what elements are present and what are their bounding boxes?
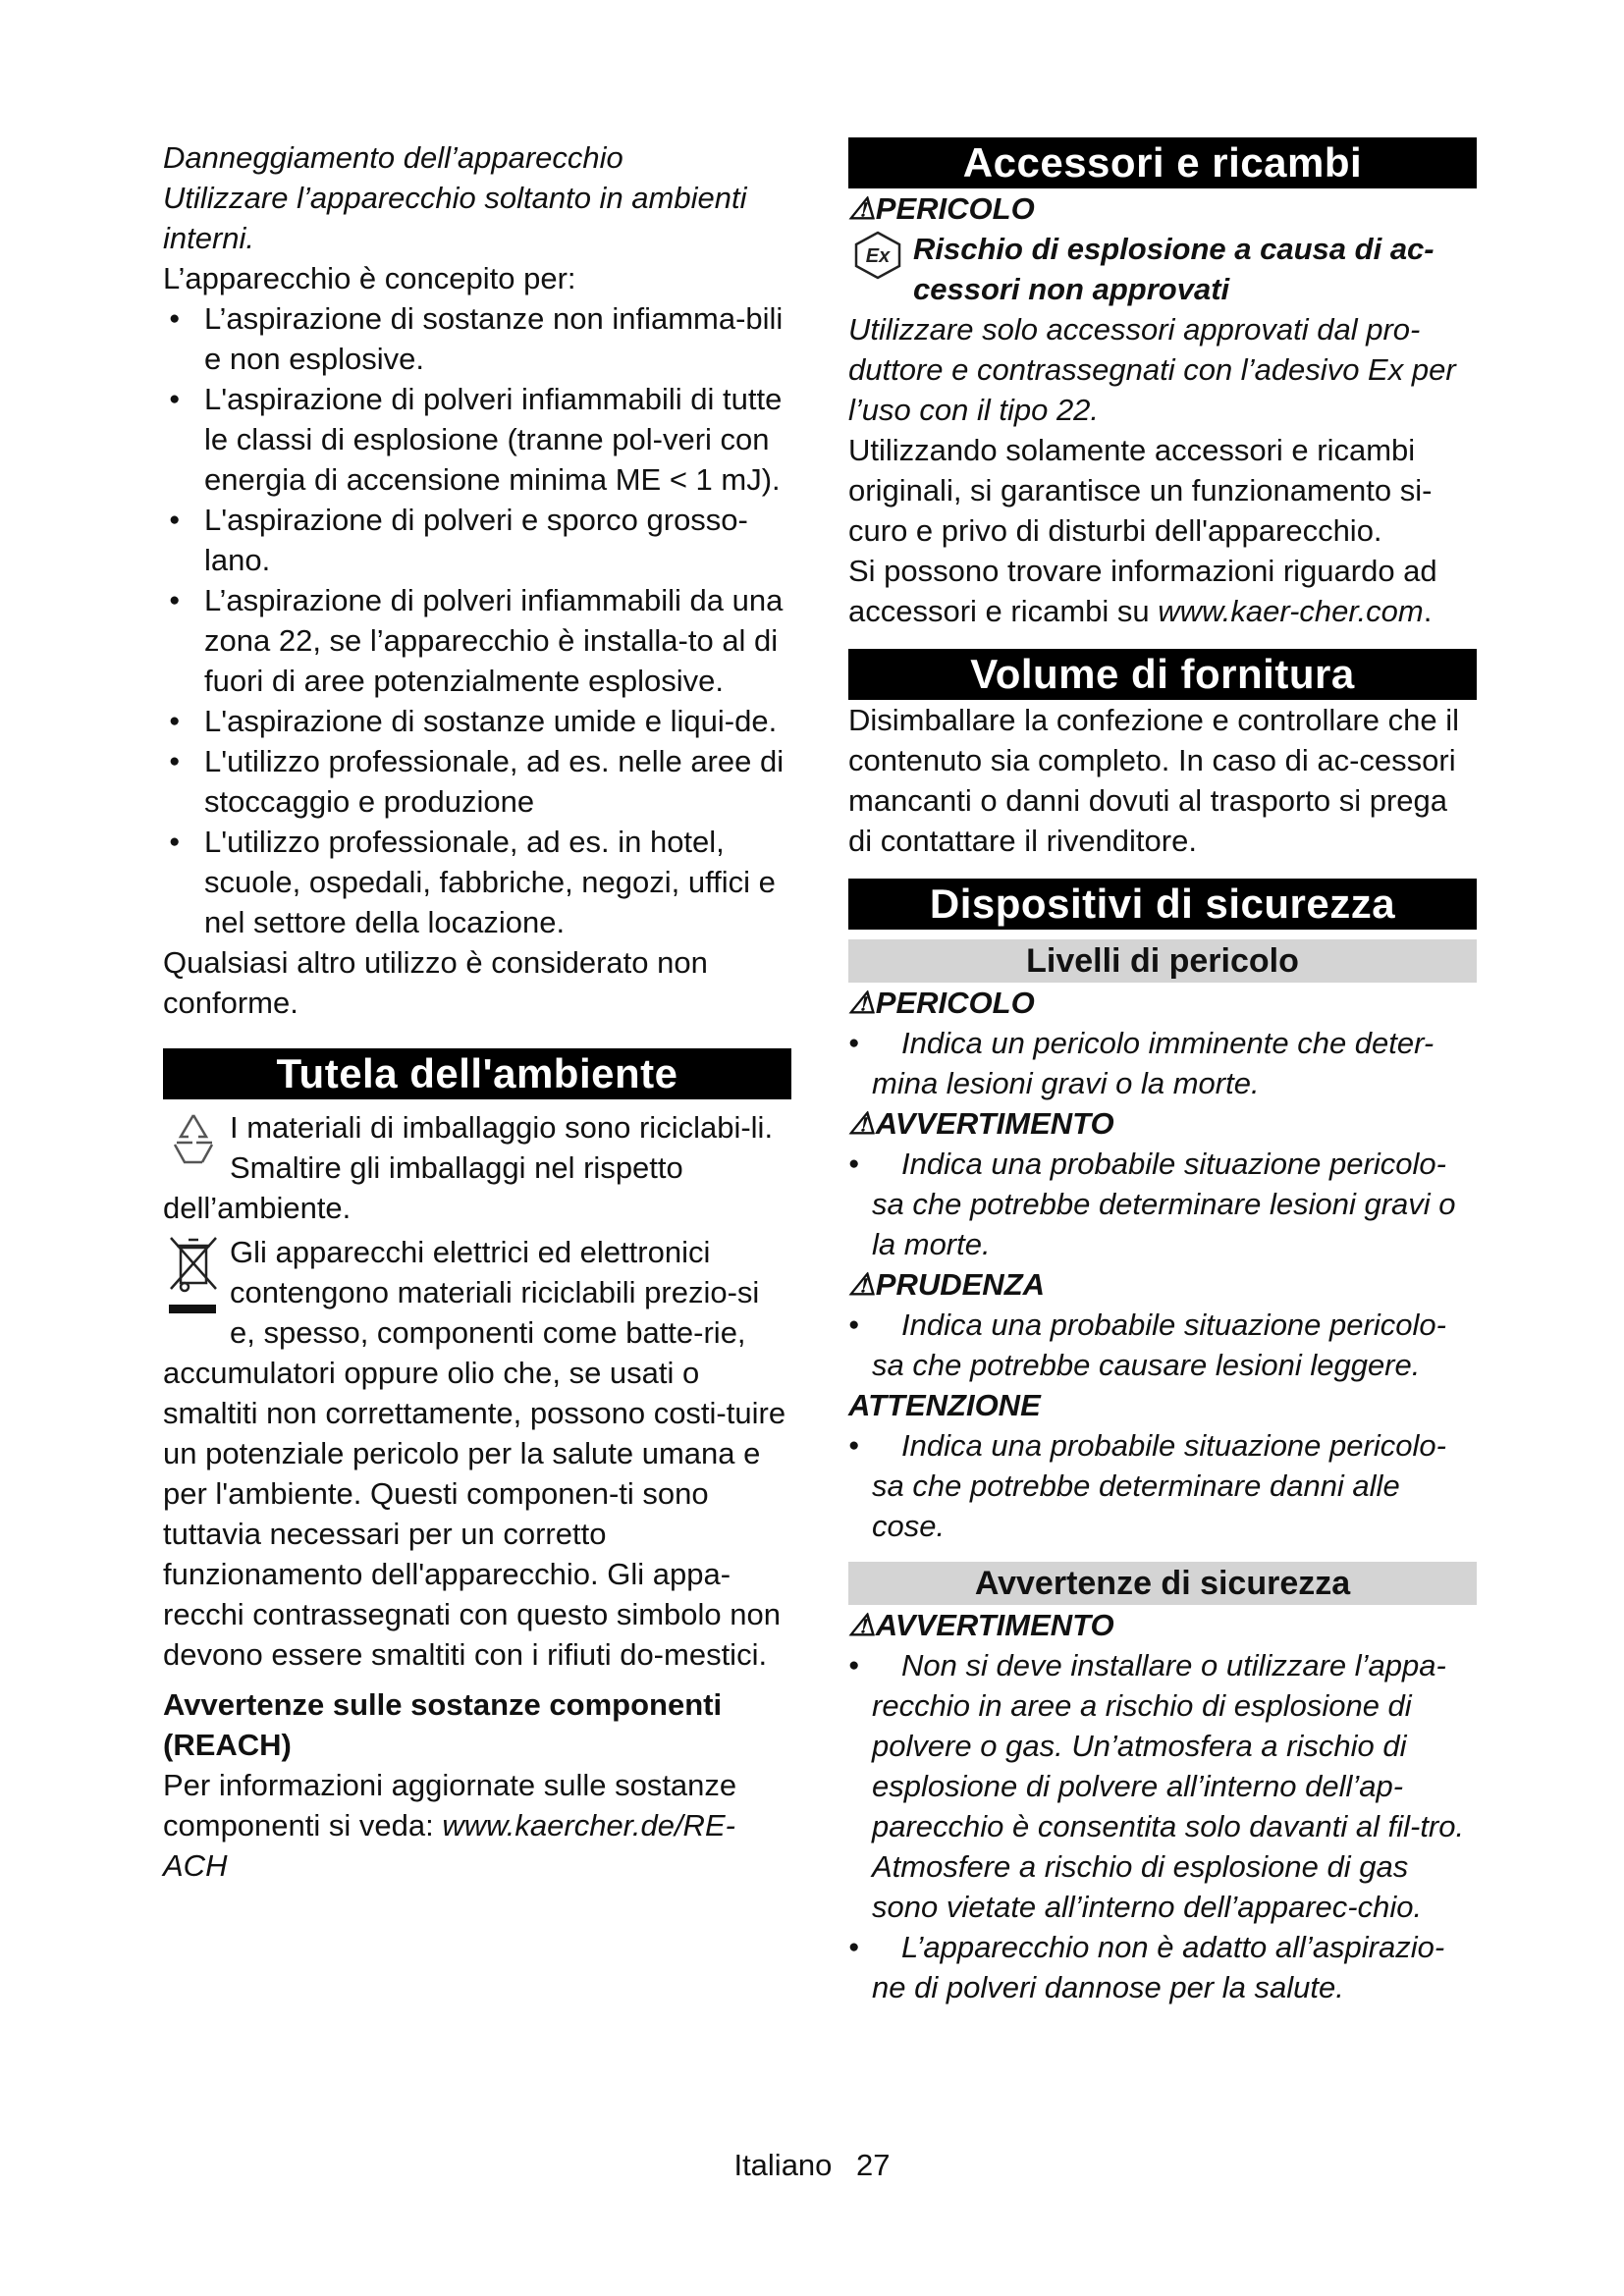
level-label-text: AVVERTIMENTO bbox=[875, 1106, 1114, 1141]
list-item: ● L'aspirazione di sostanze umide e liqui-de. bbox=[163, 701, 791, 741]
concept-label: L’apparecchio è concepito per: bbox=[163, 261, 576, 295]
recycle-icon bbox=[163, 1107, 224, 1182]
level-label: ATTENZIONE bbox=[848, 1388, 1041, 1422]
safety-notes-list bbox=[848, 1645, 1477, 2007]
footer-language: Italiano bbox=[733, 2148, 833, 2182]
weee-text: Gli apparecchi elettrici ed elettronici contengono materiali riciclabili prezio-si e, spesso, componenti come batte-rie, accumulatori oppure olio che, se usati o smaltiti non correttamente, possono costi-tuire un potenziale pericolo per la salute umana e per l'ambiente. Questi componen-ti sono tuttavia necessari per un corretto funzionamento dell'apparecchio. Gli appa-recchi contrassegnati con questo simbolo non devono essere smaltiti con i rifiuti do-mestici. bbox=[163, 1235, 786, 1672]
warning-triangle-icon: ⚠ bbox=[848, 1608, 876, 1642]
list-item: ● Non si deve installare o utilizzare l’appa-recchio in aree a rischio di esplosione di polvere o gas. Un’atmosfera a rischio di esplosione di polvere all’interno dell’ap-parecchio è consentita solo davanti al fil-tro. Atmosfere a rischio di esplosione di gas sono vietate all’interno dell’apparec-chio. bbox=[848, 1645, 1477, 1927]
original-parts-text: Utilizzando solamente accessori e ricambi originali, si garantisce un funzionamento si-curo e privo di disturbi dell'apparecchio. bbox=[848, 433, 1433, 548]
list-item: ● Indica un pericolo imminente che deter-mina lesioni gravi o la morte. bbox=[848, 1023, 1477, 1103]
warning-triangle-icon: ⚠ bbox=[848, 986, 876, 1020]
accessories-info-text: Si possono trovare informazioni riguardo ad accessori e ricambi su bbox=[848, 554, 1437, 628]
safety-devices-heading: Dispositivi di sicurezza bbox=[848, 879, 1477, 930]
safety-warn-label bbox=[848, 1605, 1477, 1645]
level-list bbox=[848, 1305, 1477, 1385]
list-item: ● Indica una probabile situazione pericolo-sa che potrebbe determinare danni alle cose. bbox=[848, 1425, 1477, 1546]
left-column bbox=[163, 137, 791, 1886]
level-label bbox=[848, 1103, 1477, 1144]
environment-heading: Tutela dell'ambiente bbox=[163, 1048, 791, 1099]
level-label-text: PRUDENZA bbox=[875, 1267, 1046, 1302]
list-item: ● L’aspirazione di polveri infiammabili da una zona 22, se l’apparecchio è installa-to al di fuori di aree potenzialmente esplosive. bbox=[163, 580, 791, 701]
level-label-text: PERICOLO bbox=[875, 986, 1035, 1020]
non-conforming-text: Qualsiasi altro utilizzo è considerato non conforme. bbox=[163, 945, 708, 1020]
list-item: ● L'aspirazione di polveri infiammabili di tutte le classi di esplosione (tranne pol-veri con energia di accensione minima ME < 1 mJ). bbox=[163, 379, 791, 500]
list-item: ● Indica una probabile situazione pericolo-sa che potrebbe causare lesioni leggere. bbox=[848, 1305, 1477, 1385]
reach-text: Per informazioni aggiornate sulle sostanze componenti si veda: bbox=[163, 1768, 737, 1842]
level-list bbox=[848, 1023, 1477, 1103]
uses-list bbox=[163, 298, 791, 942]
warning-triangle-icon: ⚠ bbox=[848, 1106, 876, 1141]
ex-symbol-icon bbox=[848, 229, 907, 292]
page-footer bbox=[0, 2148, 1624, 2183]
accessories-info-end: . bbox=[1423, 594, 1433, 628]
accessories-link[interactable]: www.kaer-cher.com bbox=[1158, 594, 1424, 628]
safety-notes-heading: Avvertenze di sicurezza bbox=[848, 1562, 1477, 1605]
level-list bbox=[848, 1144, 1477, 1264]
level-label bbox=[848, 1264, 1477, 1305]
warning-triangle-icon: ⚠ bbox=[848, 1267, 876, 1302]
weee-paragraph bbox=[163, 1232, 791, 1675]
svg-text:Ex: Ex bbox=[865, 245, 891, 267]
list-item: ● L'aspirazione di polveri e sporco grosso-lano. bbox=[163, 500, 791, 580]
list-item: ● L’apparecchio non è adatto all’aspirazio-ne di polveri dannose per la salute. bbox=[848, 1927, 1477, 2007]
list-item: ● L'utilizzo professionale, ad es. in hotel, scuole, ospedali, fabbriche, negozi, uffici e nel settore della locazione. bbox=[163, 822, 791, 942]
reach-heading: Avvertenze sulle sostanze componenti (REACH) bbox=[163, 1687, 723, 1762]
warning-triangle-icon: ⚠ bbox=[848, 191, 876, 226]
reach-link[interactable]: www.kaercher.de/RE-ACH bbox=[163, 1808, 735, 1883]
recycle-paragraph bbox=[163, 1107, 791, 1228]
level-list bbox=[848, 1425, 1477, 1546]
level-label bbox=[848, 983, 1477, 1023]
supply-text: Disimballare la confezione e controllare che il contenuto sia completo. In caso di ac-cessori mancanti o danni dovuti al trasporto si prega di contattare il rivenditore. bbox=[848, 703, 1460, 858]
danger-label-text: PERICOLO bbox=[875, 191, 1035, 226]
right-column bbox=[848, 137, 1477, 2007]
list-item: ● Indica una probabile situazione pericolo-sa che potrebbe determinare lesioni gravi o la morte. bbox=[848, 1144, 1477, 1264]
intro-damage: Danneggiamento dell’apparecchio bbox=[163, 140, 623, 175]
recycle-text: I materiali di imballaggio sono riciclabi-li. Smaltire gli imballaggi nel rispetto dell’ambiente. bbox=[163, 1110, 774, 1225]
ex-warning-title-text: Rischio di esplosione a causa di ac-cessori non approvati bbox=[913, 232, 1435, 306]
ex-warning-title bbox=[848, 229, 1477, 309]
danger-levels-heading: Livelli di pericolo bbox=[848, 939, 1477, 983]
reach-paragraph bbox=[163, 1765, 791, 1886]
list-item: ● L'utilizzo professionale, ad es. nelle aree di stoccaggio e produzione bbox=[163, 741, 791, 822]
accessories-heading: Accessori e ricambi bbox=[848, 137, 1477, 188]
page-number: 27 bbox=[856, 2148, 891, 2182]
accessories-info bbox=[848, 551, 1477, 631]
accessories-danger-label bbox=[848, 188, 1477, 229]
ex-warning-text: Utilizzare solo accessori approvati dal pro-duttore e contrassegnati con l’adesivo Ex per l’uso con il tipo 22. bbox=[848, 312, 1456, 427]
safety-warn-label-text: AVVERTIMENTO bbox=[875, 1608, 1114, 1642]
crossed-bin-icon bbox=[163, 1232, 224, 1330]
list-item: ● L’aspirazione di sostanze non infiamma-bili e non esplosive. bbox=[163, 298, 791, 379]
supply-heading: Volume di fornitura bbox=[848, 649, 1477, 700]
intro-indoor: Utilizzare l’apparecchio soltanto in ambienti interni. bbox=[163, 181, 747, 255]
